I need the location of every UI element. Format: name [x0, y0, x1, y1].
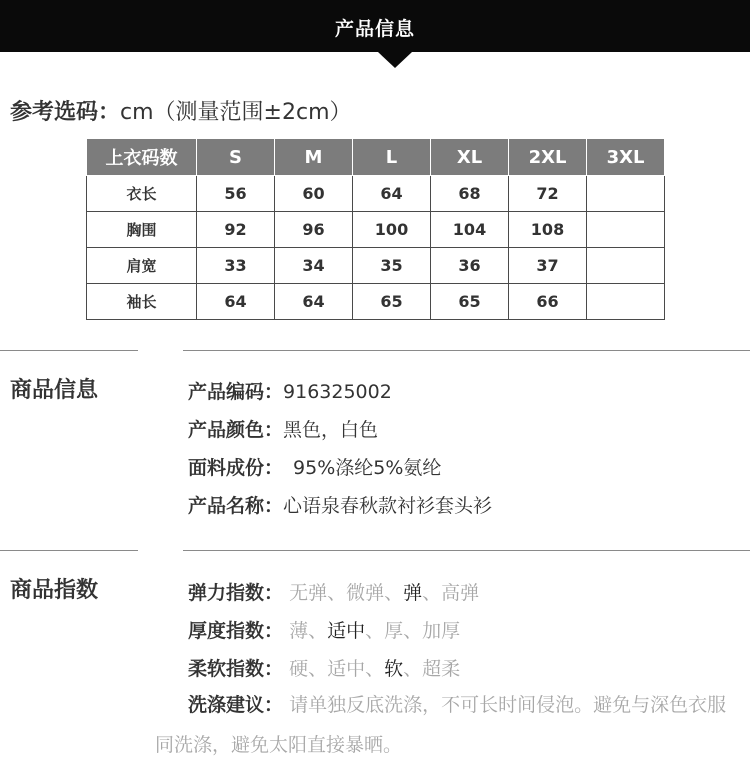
header-title: 产品信息: [334, 18, 415, 40]
size-table: [86, 138, 665, 320]
size-table-header-cell: 2XL: [509, 139, 587, 176]
table-cell: 108: [509, 212, 587, 248]
softness-option: 超柔: [422, 658, 461, 680]
table-row: [87, 248, 665, 284]
table-cell: 56: [197, 176, 275, 212]
product-color-value: 黑色，白色: [283, 419, 379, 441]
product-material: [188, 453, 441, 480]
thickness-option: 加厚: [422, 620, 461, 642]
softness-option: 硬: [289, 658, 309, 680]
washing-text: 请单独反底洗涤，不可长时间侵泡。避免与深色衣服: [289, 694, 727, 716]
softness-label: 柔软指数：: [188, 658, 284, 680]
size-table-header-cell: S: [197, 139, 275, 176]
table-cell: 64: [275, 284, 353, 320]
table-row: [87, 176, 665, 212]
thickness-option: 厚: [384, 620, 404, 642]
table-row-label: 胸围: [87, 212, 197, 248]
thickness-label: 厚度指数：: [188, 620, 284, 642]
table-cell: 65: [431, 284, 509, 320]
table-cell: 96: [275, 212, 353, 248]
product-name-label: 产品名称：: [188, 495, 284, 517]
elasticity-label: 弹力指数：: [188, 582, 284, 604]
table-cell: [587, 212, 665, 248]
header-pointer: [378, 52, 412, 68]
size-table-header-cell: 3XL: [587, 139, 665, 176]
elasticity-option: 微弹: [346, 582, 385, 604]
size-table-header-row: [87, 139, 665, 176]
thickness-option: 薄: [289, 620, 309, 642]
table-cell: 64: [197, 284, 275, 320]
elasticity-index: 弹力指数： 无弹、微弹、弹、高弹: [188, 582, 480, 604]
table-cell: 35: [353, 248, 431, 284]
table-cell: 60: [275, 176, 353, 212]
table-row-label: 袖长: [87, 284, 197, 320]
elasticity-option: 高弹: [441, 582, 480, 604]
thickness-option-selected: 适中: [327, 620, 366, 642]
table-cell: [587, 284, 665, 320]
table-cell: [587, 248, 665, 284]
size-reference-text: cm（测量范围±2cm）: [120, 100, 352, 125]
table-cell: 104: [431, 212, 509, 248]
thickness-index: 厚度指数： 薄、适中、厚、加厚: [188, 620, 461, 642]
elasticity-option: 无弹: [289, 582, 328, 604]
washing-text-continued: 同洗涤，避免太阳直接暴晒。: [155, 734, 403, 756]
size-table-header-cell: XL: [431, 139, 509, 176]
table-cell: 36: [431, 248, 509, 284]
table-cell: [587, 176, 665, 212]
table-row-label: 肩宽: [87, 248, 197, 284]
table-row-label: 衣长: [87, 176, 197, 212]
table-cell: 92: [197, 212, 275, 248]
header-bar: [0, 0, 750, 52]
product-index-title: 商品指数: [10, 578, 99, 603]
size-reference-label: 参考选码：: [10, 100, 121, 125]
section-divider: [0, 550, 138, 551]
table-cell: 68: [431, 176, 509, 212]
washing-advice: [188, 690, 726, 717]
elasticity-option-selected: 弹: [403, 582, 423, 604]
table-cell: 66: [509, 284, 587, 320]
product-color-label: 产品颜色：: [188, 419, 284, 441]
table-cell: 37: [509, 248, 587, 284]
product-name: [188, 491, 492, 518]
section-divider: [183, 550, 750, 551]
table-cell: 64: [353, 176, 431, 212]
size-table-header-cell: L: [353, 139, 431, 176]
table-row: [87, 212, 665, 248]
section-divider: [0, 350, 138, 351]
table-cell: 65: [353, 284, 431, 320]
size-table-header-cell: 上衣码数: [87, 139, 197, 176]
product-info-title: 商品信息: [10, 378, 99, 403]
table-row: [87, 284, 665, 320]
size-reference: [10, 95, 352, 126]
table-cell: 34: [275, 248, 353, 284]
softness-option: 适中: [327, 658, 366, 680]
product-material-value: 95%涤纶5%氨纶: [293, 457, 442, 479]
table-cell: 100: [353, 212, 431, 248]
section-divider: [183, 350, 750, 351]
size-table-header-cell: M: [275, 139, 353, 176]
washing-label: 洗涤建议：: [188, 694, 284, 716]
product-material-label: 面料成份：: [188, 457, 284, 479]
product-code-value: 916325002: [283, 381, 392, 403]
table-cell: 72: [509, 176, 587, 212]
softness-index: 柔软指数： 硬、适中、软、超柔: [188, 658, 461, 680]
table-cell: 33: [197, 248, 275, 284]
product-code: [188, 377, 392, 404]
product-color: [188, 415, 378, 442]
product-name-value: 心语泉春秋款衬衫套头衫: [283, 495, 493, 517]
softness-option-selected: 软: [384, 658, 404, 680]
product-code-label: 产品编码：: [188, 381, 284, 403]
